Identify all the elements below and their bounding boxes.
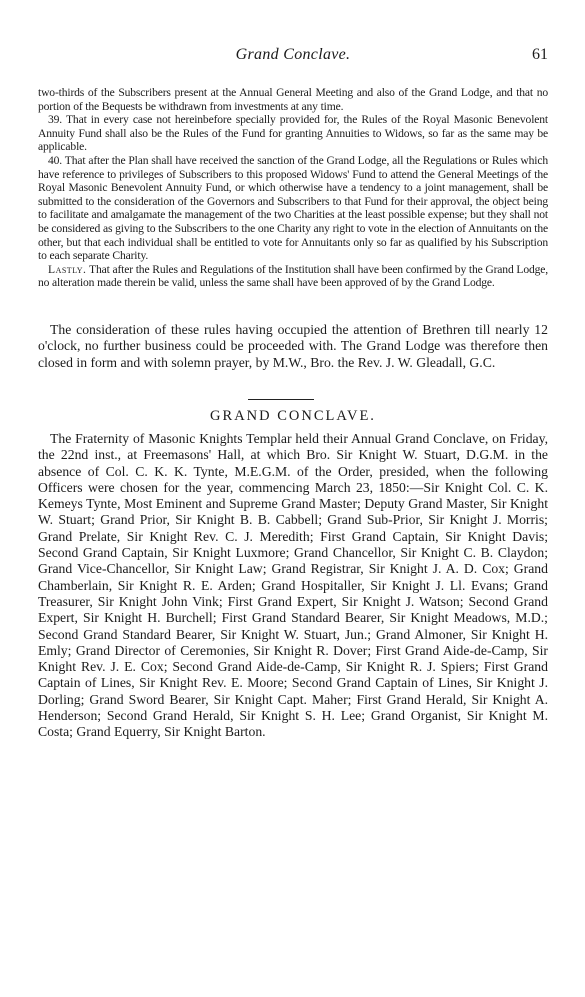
running-title: Grand Conclave. (235, 46, 351, 63)
running-head (38, 46, 548, 66)
page-number: 61 (532, 46, 548, 63)
rule-40-paragraph: 40. That after the Plan shall have received the sanction of the Grand Lodge, all the Regulations or Rules which have reference to privileges of Subscribers to this proposed Widows' Fund to attend the General Meetings of the Royal Masonic Benevolent Annuity Fund, or which otherwise have a tendency to a joint management, shall be submitted to the consideration of the Governors and Subscribers to that Fund for their approval, the object being to facilitate and amalgamate the management of the two Charities at the least possible expense; but they shall not be considered as giving to the Subscribers to the one Charity any right to vote in the election of Annuitants on the other, but that each individual shall be entitled to vote for Annuitants only so far as qualified by his Subscription to each separate Charity. (38, 153, 548, 263)
section-divider (248, 399, 314, 400)
lastly-lead: Lastly. (48, 262, 87, 276)
rule-lastly-paragraph (38, 263, 548, 290)
rule-39-paragraph: 39. That in every case not hereinbefore specially provided for, the Rules of the Royal Masonic Benevolent Annuity Fund shall also be the Rules of the Fund for granting Annuities to Widows, so far as the same may be applicable. (38, 113, 548, 154)
lastly-text: That after the Rules and Regulations of the Institution shall have been confirmed by the Grand Lodge, no alteration made therein be valid, unless the same shall have been approved of by the Grand Lodge. (38, 262, 548, 290)
rules-paragraph-continuation: two-thirds of the Subscribers present at the Annual General Meeting and also of the Grand Lodge, and that no portion of the Bequests be withdrawn from investments at any time. (38, 86, 548, 113)
conclave-paragraph: The Fraternity of Masonic Knights Templar held their Annual Grand Conclave, on Friday, the 22nd inst., at Freemasons' Hall, at which Bro. Sir Knight W. Stuart, D.G.M. in the absence of Col. C. K. K. Tynte, M.E.G.M. of the Order, presided, when the following Officers were chosen for the year, commencing March 23, 1850:—Sir Knight Col. C. K. Kemeys Tynte, Most Eminent and Supreme Grand Master; Deputy Grand Master, Sir Knight W. Stuart; Grand Prior, Sir Knight B. B. Cabbell; Grand Sub-Prior, Sir Knight J. Morris; Grand Prelate, Sir Knight Rev. C. J. Meredith; First Grand Captain, Sir Knight Davis; Second Grand Captain, Sir Knight Luxmore; Grand Chancellor, Sir Knight C. B. Claydon; Grand Vice-Chancellor, Sir Knight Law; Grand Registrar, Sir Knight J. A. D. Cox; Grand Chamberlain, Sir Knight R. E. Arden; Grand Hospitaller, Sir Knight J. Ll. Evans; Grand Treasurer, Sir Knight John Vink; First Grand Expert, Sir Knight J. Watson; Second Grand Expert, Sir Knight H. Burchell; First Grand Standard Bearer, Sir Knight Meadows, M.D.; Second Grand Standard Bearer, Sir Knight W. Stuart, Jun.; Grand Almoner, Sir Knight H. Emly; Grand Director of Ceremonies, Sir Knight R. Dover; First Grand Aide-de-Camp, Sir Knight Rev. J. E. Cox; Second Grand Aide-de-Camp, Sir Knight R. J. Spiers; First Grand Captain of Lines, Sir Knight Rev. E. Moore; Second Grand Captain of Lines, Sir Knight J. Dorling; Grand Sword Bearer, Sir Knight Capt. Maher; First Grand Herald, Sir Knight A. Henderson; Second Grand Herald, Sir Knight S. H. Lee; Grand Organist, Sir Knight M. Costa; Grand Equerry, Sir Knight Barton. (38, 431, 548, 740)
closing-block (38, 322, 548, 371)
rules-block (38, 86, 548, 290)
conclave-block (38, 431, 548, 741)
section-heading: GRAND CONCLAVE. (210, 408, 376, 424)
closing-paragraph: The consideration of these rules having occupied the attention of Brethren till nearly 12 o'clock, no further business could be proceeded with. The Grand Lodge was therefore then closed in form and with solemn prayer, by M.W., Bro. the Rev. J. W. Gleadall, G.C. (38, 322, 548, 370)
